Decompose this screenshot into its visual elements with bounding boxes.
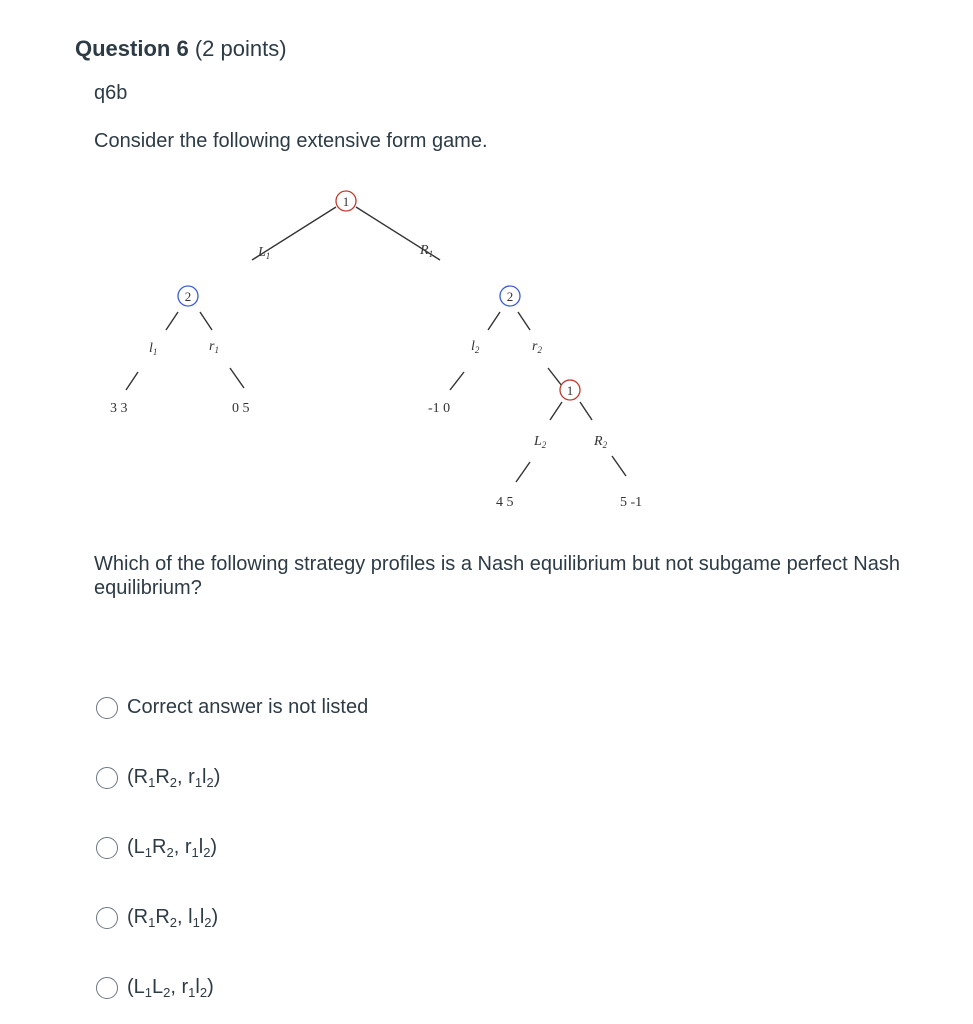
- node-player2-left: [178, 286, 198, 306]
- question-number: Question 6: [75, 36, 189, 61]
- question-title: [75, 36, 287, 62]
- answer-option-3[interactable]: [96, 836, 217, 859]
- edge-l1-lower: [126, 372, 138, 390]
- payoff-l1: 3 3: [110, 401, 128, 416]
- answer-option-label: ($L_1L_2$, $r_1l_2$): [127, 976, 214, 1000]
- payoff-L2: 4 5: [496, 495, 514, 510]
- edge-L2: [550, 402, 562, 420]
- question-intro: Consider the following extensive form game.: [94, 130, 488, 152]
- payoff-R2: 5 -1: [620, 495, 643, 510]
- edge-L2-lower: [516, 462, 530, 482]
- action-label-r2: $r_2$: [532, 339, 542, 355]
- edge-R2-lower: [612, 456, 626, 476]
- action-label-L2: $L_2$: [534, 434, 547, 450]
- answer-option-1[interactable]: [96, 696, 368, 719]
- question-prompt: Which of the following strategy profiles is a Nash equilibrium but not subgame perfect Nash equilibrium?: [94, 553, 900, 599]
- action-label-L1: $L_1$: [258, 245, 271, 261]
- edge-r2: [518, 312, 530, 330]
- game-tree-figure: [100, 180, 680, 520]
- answer-option-label: ($R_1R_2$, $r_1l_2$): [127, 766, 221, 790]
- answer-option-label: ($L_1R_2$, $r_1l_2$): [127, 836, 218, 860]
- svg-text:1: 1: [566, 383, 574, 398]
- svg-text:1: 1: [342, 194, 350, 209]
- action-label-r1: $r_1$: [209, 339, 219, 355]
- node-root: [336, 191, 356, 211]
- action-label-l1: $l_1$: [149, 341, 158, 357]
- radio-button[interactable]: [96, 907, 118, 929]
- radio-button[interactable]: [96, 837, 118, 859]
- node-player1-deep: [560, 380, 580, 400]
- svg-text:2: 2: [184, 289, 192, 304]
- payoff-l2: -1 0: [428, 401, 451, 416]
- answer-option-label: Correct answer is not listed: [127, 696, 369, 718]
- edge-l1: [166, 312, 178, 330]
- edge-R2: [580, 402, 592, 420]
- edge-l2: [488, 312, 500, 330]
- action-label-R1: $R_1$: [420, 243, 434, 259]
- edge-r1-lower: [230, 368, 244, 388]
- radio-button[interactable]: [96, 977, 118, 999]
- payoff-r1: 0 5: [232, 401, 250, 416]
- edge-r1: [200, 312, 212, 330]
- question-name: q6b: [94, 82, 128, 104]
- action-label-l2: $l_2$: [471, 339, 480, 355]
- radio-button[interactable]: [96, 767, 118, 789]
- answer-option-2[interactable]: [96, 766, 220, 789]
- radio-button[interactable]: [96, 697, 118, 719]
- edge-r2-lower: [548, 368, 562, 386]
- svg-text:2: 2: [506, 289, 514, 304]
- action-label-R2: $R_2$: [594, 434, 608, 450]
- answer-option-label: ($R_1R_2$, $l_1l_2$): [127, 906, 219, 930]
- node-player2-right: [500, 286, 520, 306]
- edge-l2-lower: [450, 372, 464, 390]
- answer-option-5[interactable]: [96, 976, 214, 999]
- question-points: (2 points): [194, 36, 287, 61]
- answer-option-4[interactable]: [96, 906, 218, 929]
